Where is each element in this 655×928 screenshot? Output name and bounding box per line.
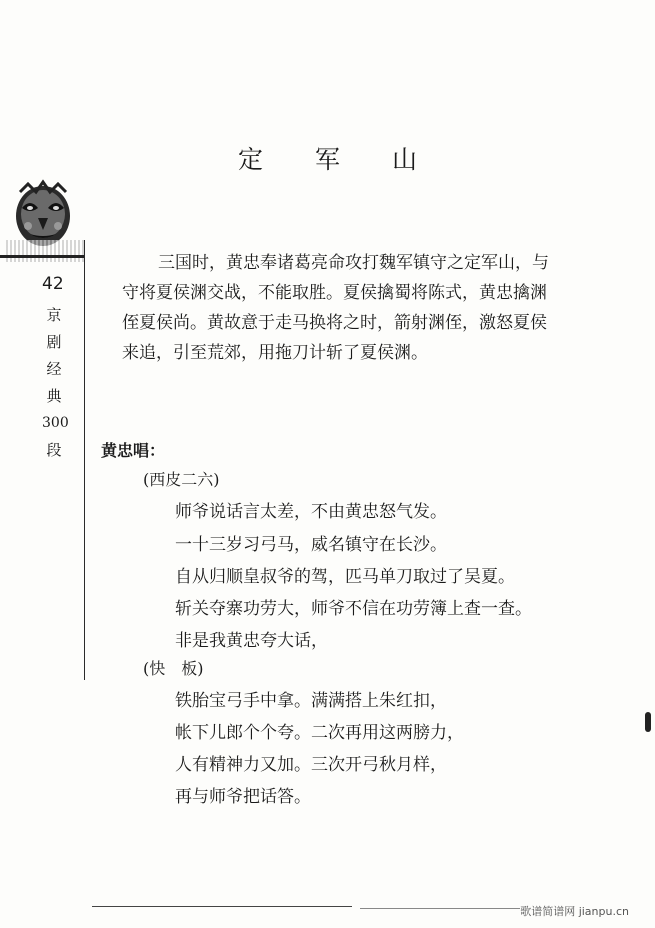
singer-label: 黄忠唱： (101, 441, 166, 460)
book-title-char: 京 (46, 306, 62, 324)
lyric-line: 非是我黄忠夸大话， (175, 631, 328, 651)
page-number: 42 (42, 274, 64, 294)
book-title-char: 300 (42, 415, 69, 431)
intro-paragraph: 三国时，黄忠奉诸葛亮命攻打魏军镇守之定军山，与守将夏侯渊交战，不能取胜。夏侯擒蜀将陈式，黄忠擒渊侄夏侯尚。黄故意于走马换将之时，箭射渊侄，激怒夏侯来追，引至荒郊，用拖刀计斩了夏侯渊。 (122, 253, 549, 363)
tune-label: (西皮二六) (143, 470, 220, 489)
book-title-char: 典 (46, 387, 62, 405)
lyric-line: 帐下儿郎个个夸。二次再用这两膀力， (175, 723, 464, 743)
lyric-line: 再与师爷把话答。 (175, 787, 311, 807)
halftone-band (6, 240, 84, 262)
lyric-line: 师爷说话言太差，不由黄忠怒气发。 (175, 502, 447, 522)
lyric-line: 一十三岁习弓马，威名镇守在长沙。 (175, 535, 447, 555)
book-title-vertical (42, 302, 69, 464)
book-title-char: 经 (46, 360, 62, 378)
lyric-line: 自从归顺皇叔爷的驾，匹马单刀取过了吴夏。 (175, 567, 515, 587)
lyric-line: 斩关夺寨功劳大，师爷不信在功劳簿上查一查。 (175, 599, 532, 619)
book-title-char: 剧 (46, 333, 62, 351)
book-title-char: 段 (46, 441, 62, 459)
side-rule (0, 255, 85, 258)
margin-rule (84, 240, 85, 680)
watermark: 歌谱简谱网 jianpu.cn (520, 905, 629, 918)
footer-rule (360, 908, 520, 909)
page-title: 定 军 山 (238, 145, 439, 174)
lyric-line: 人有精神力又加。三次开弓秋月样， (175, 755, 447, 775)
scan-mark (645, 712, 651, 732)
footer-rule (92, 906, 352, 907)
lyric-line: 铁胎宝弓手中拿。满满搭上朱红扣， (175, 691, 447, 711)
tune-label: (快 板) (143, 659, 204, 678)
